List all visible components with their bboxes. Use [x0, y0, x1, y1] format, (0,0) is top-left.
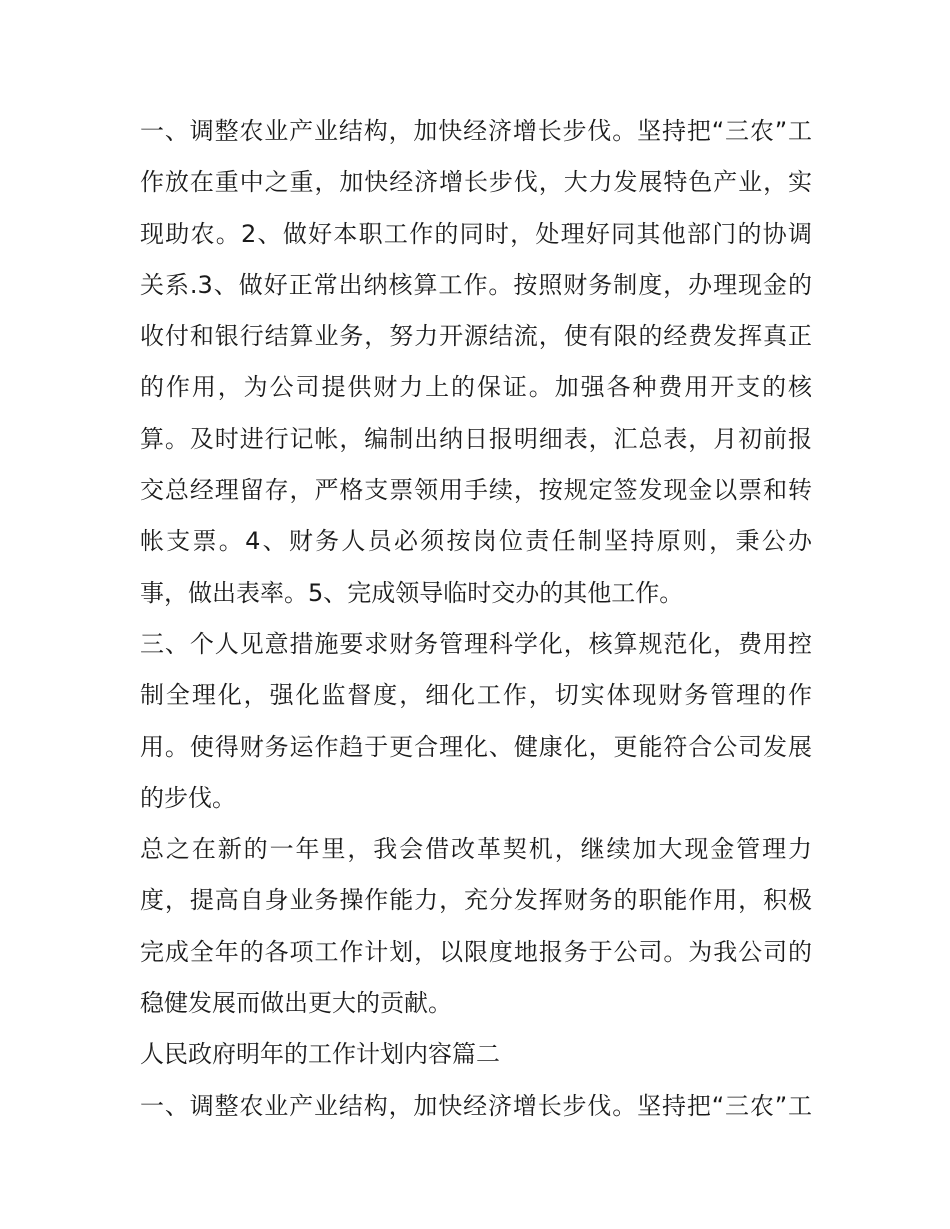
text-line: 用。使得财务运作趋于更合理化、健康化，更能符合公司发展: [140, 732, 812, 761]
text-line: 制全理化，强化监督度，细化工作，切实体现财务管理的作: [140, 681, 812, 710]
document-body: [140, 106, 812, 1132]
text-line: 现助农。2、做好本职工作的同时，处理好同其他部门的协调: [140, 219, 812, 248]
text-line: 的作用，为公司提供财力上的保证。加强各种费用开支的核: [140, 373, 812, 402]
text-line: 帐支票。4、财务人员必须按岗位责任制坚持原则，秉公办: [140, 527, 812, 556]
text-line: 完成全年的各项工作计划，以限度地报务于公司。为我公司的: [140, 937, 812, 966]
text-line: 作放在重中之重，加快经济增长步伐，大力发展特色产业，实: [140, 168, 812, 197]
text-line: 收付和银行结算业务，努力开源结流，使有限的经费发挥真正: [140, 322, 812, 351]
text-line: 关系.3、做好正常出纳核算工作。按照财务制度，办理现金的: [140, 270, 812, 299]
text-line: 交总经理留存，严格支票领用手续，按规定签发现金以票和转: [140, 476, 812, 505]
text-line: 度，提高自身业务操作能力，充分发挥财务的职能作用，积极: [140, 886, 812, 915]
text-line: 稳健发展而做出更大的贡献。: [140, 989, 452, 1018]
text-line: 总之在新的一年里，我会借改革契机，继续加大现金管理力: [140, 835, 812, 864]
text-line: 一、调整农业产业结构，加快经济增长步伐。坚持把“三农”工: [140, 1091, 812, 1120]
text-line: 的步伐。: [140, 783, 236, 812]
text-line: 事，做出表率。5、完成领导临时交办的其他工作。: [140, 578, 684, 607]
text-line: 一、调整农业产业结构，加快经济增长步伐。坚持把“三农”工: [140, 117, 812, 145]
section-heading: 人民政府明年的工作计划内容篇二: [140, 1040, 500, 1069]
text-line: 三、个人见意措施要求财务管理科学化，核算规范化，费用控: [140, 629, 812, 658]
text-line: 算。及时进行记帐，编制出纳日报明细表，汇总表，月初前报: [140, 424, 812, 453]
